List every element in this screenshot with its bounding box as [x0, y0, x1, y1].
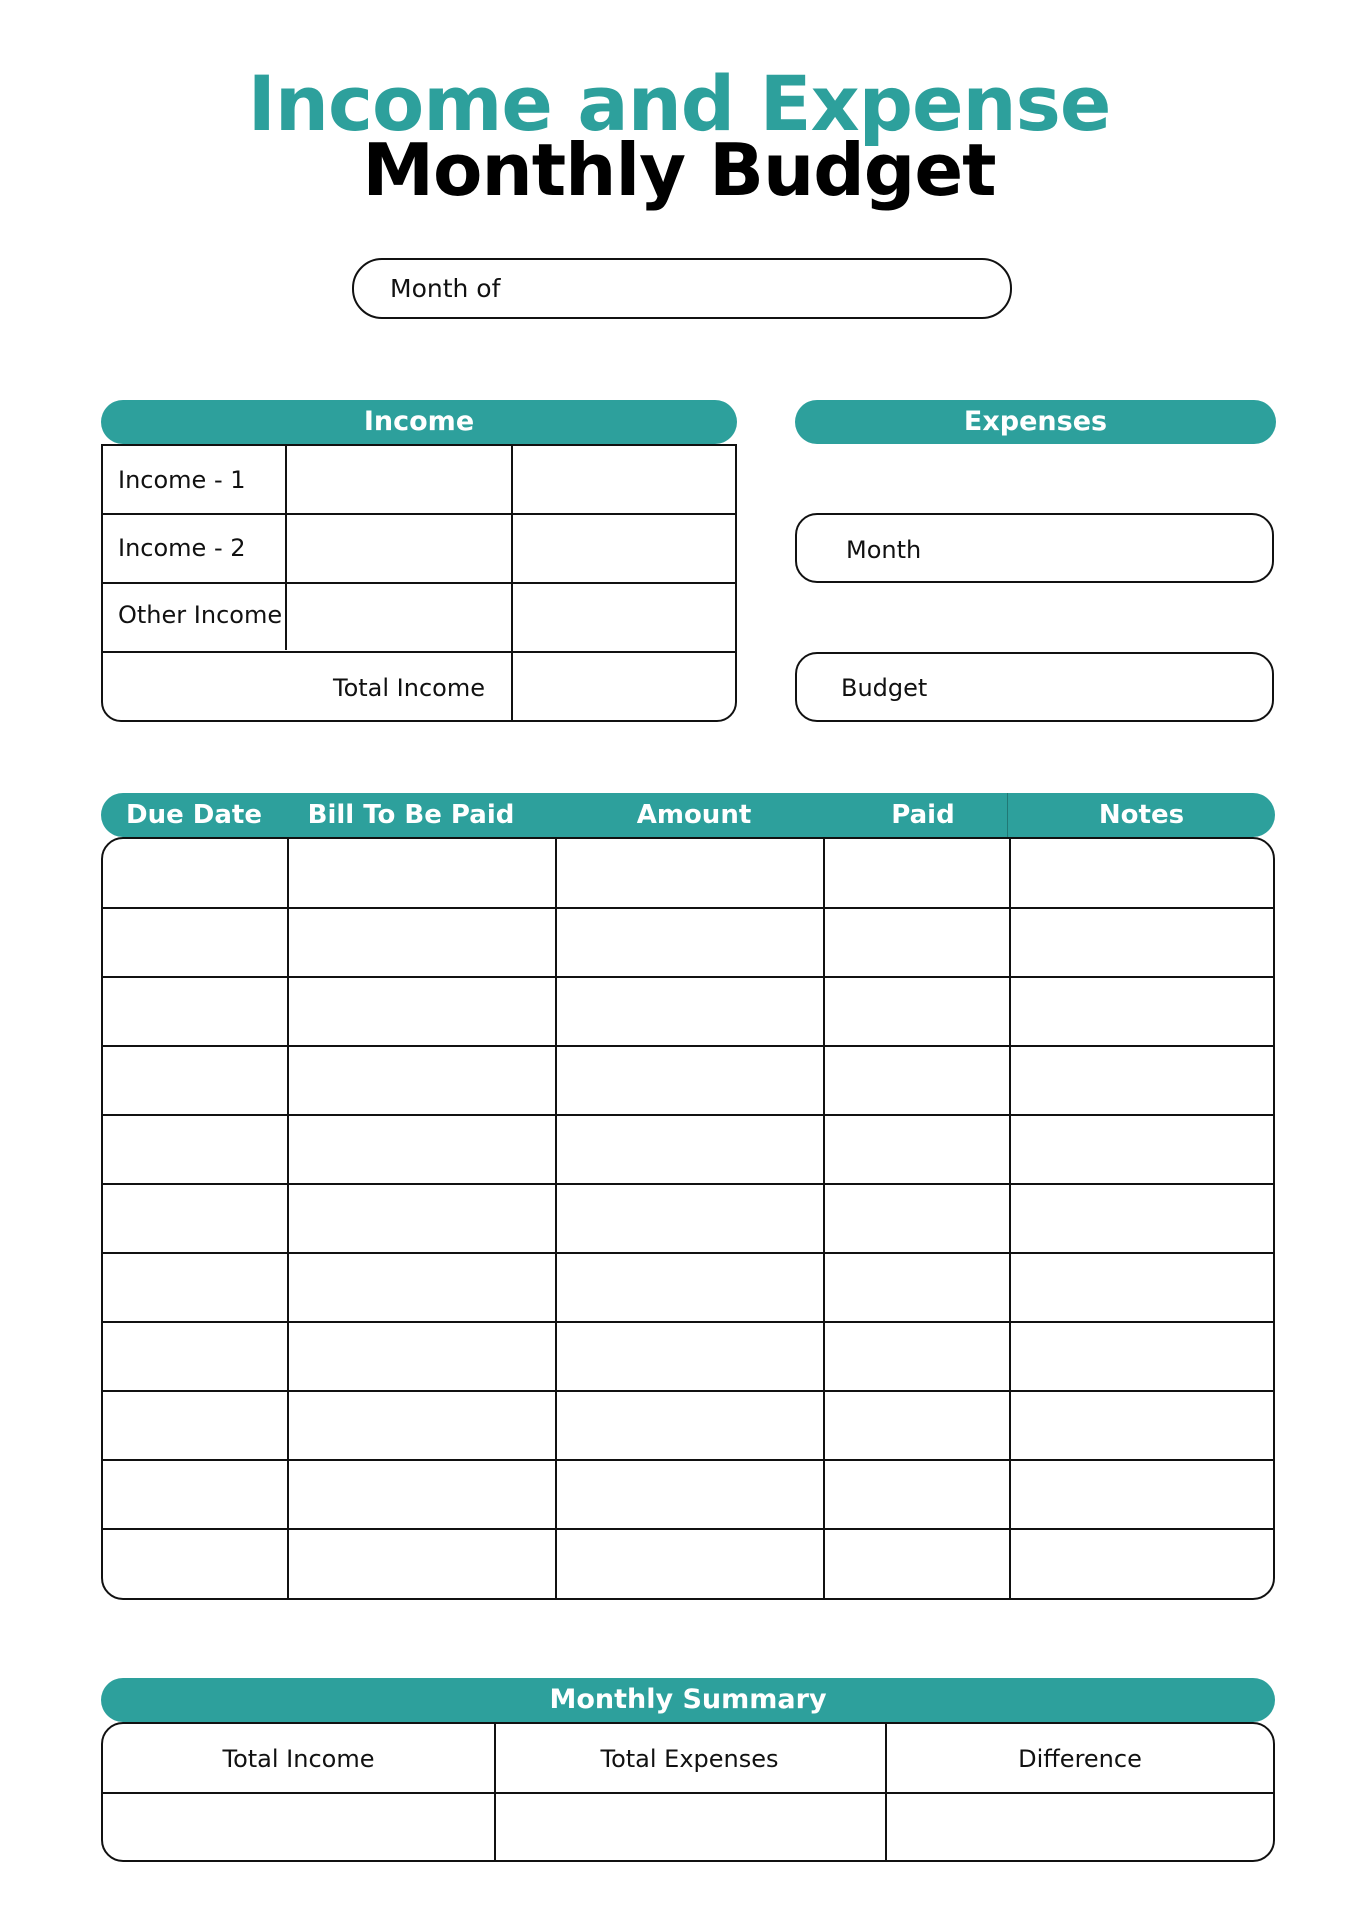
month-of-field[interactable] [352, 258, 1012, 319]
bills-header [101, 793, 1275, 837]
summary-difference-label: Difference [1018, 1745, 1142, 1773]
summary-total-income-label: Total Income [222, 1745, 375, 1773]
expenses-month-label: Month [846, 536, 922, 564]
bills-table [101, 837, 1275, 1600]
summary-total-expenses-label: Total Expenses [600, 1745, 779, 1773]
income-row-label: Income - 1 [118, 466, 246, 494]
col-notes: Notes [1098, 800, 1185, 830]
income-2-cell-b[interactable] [513, 515, 735, 581]
summary-table [101, 1722, 1275, 1862]
col-bill-to-be-paid: Bill To Be Paid [307, 800, 515, 830]
col-paid: Paid [891, 800, 955, 830]
summary-difference-cell[interactable] [887, 1794, 1275, 1860]
title-line-2: Monthly Budget [362, 128, 996, 212]
expenses-budget-field[interactable] [795, 652, 1274, 722]
expenses-month-field[interactable] [795, 513, 1274, 583]
income-2-cell-a[interactable] [287, 515, 509, 581]
col-due-date: Due Date [126, 800, 262, 830]
month-of-label: Month of [390, 274, 501, 303]
expenses-budget-label: Budget [841, 674, 928, 702]
other-income-cell-a[interactable] [287, 584, 509, 650]
expenses-header: Expenses [795, 400, 1276, 444]
income-row-label: Other Income [118, 601, 283, 629]
summary-total-income-cell[interactable] [103, 1794, 493, 1860]
income-1-cell-b[interactable] [513, 446, 735, 512]
income-table [101, 444, 737, 722]
income-1-cell-a[interactable] [287, 446, 509, 512]
summary-total-expenses-cell[interactable] [496, 1794, 884, 1860]
income-row-label: Income - 2 [118, 534, 246, 562]
total-income-label: Total Income [333, 674, 485, 702]
other-income-cell-b[interactable] [513, 584, 735, 650]
col-amount: Amount [636, 800, 752, 830]
summary-header: Monthly Summary [101, 1678, 1275, 1722]
income-header: Income [101, 400, 737, 444]
title-line-1: Income and Expense [247, 59, 1111, 148]
total-income-cell[interactable] [513, 653, 735, 720]
